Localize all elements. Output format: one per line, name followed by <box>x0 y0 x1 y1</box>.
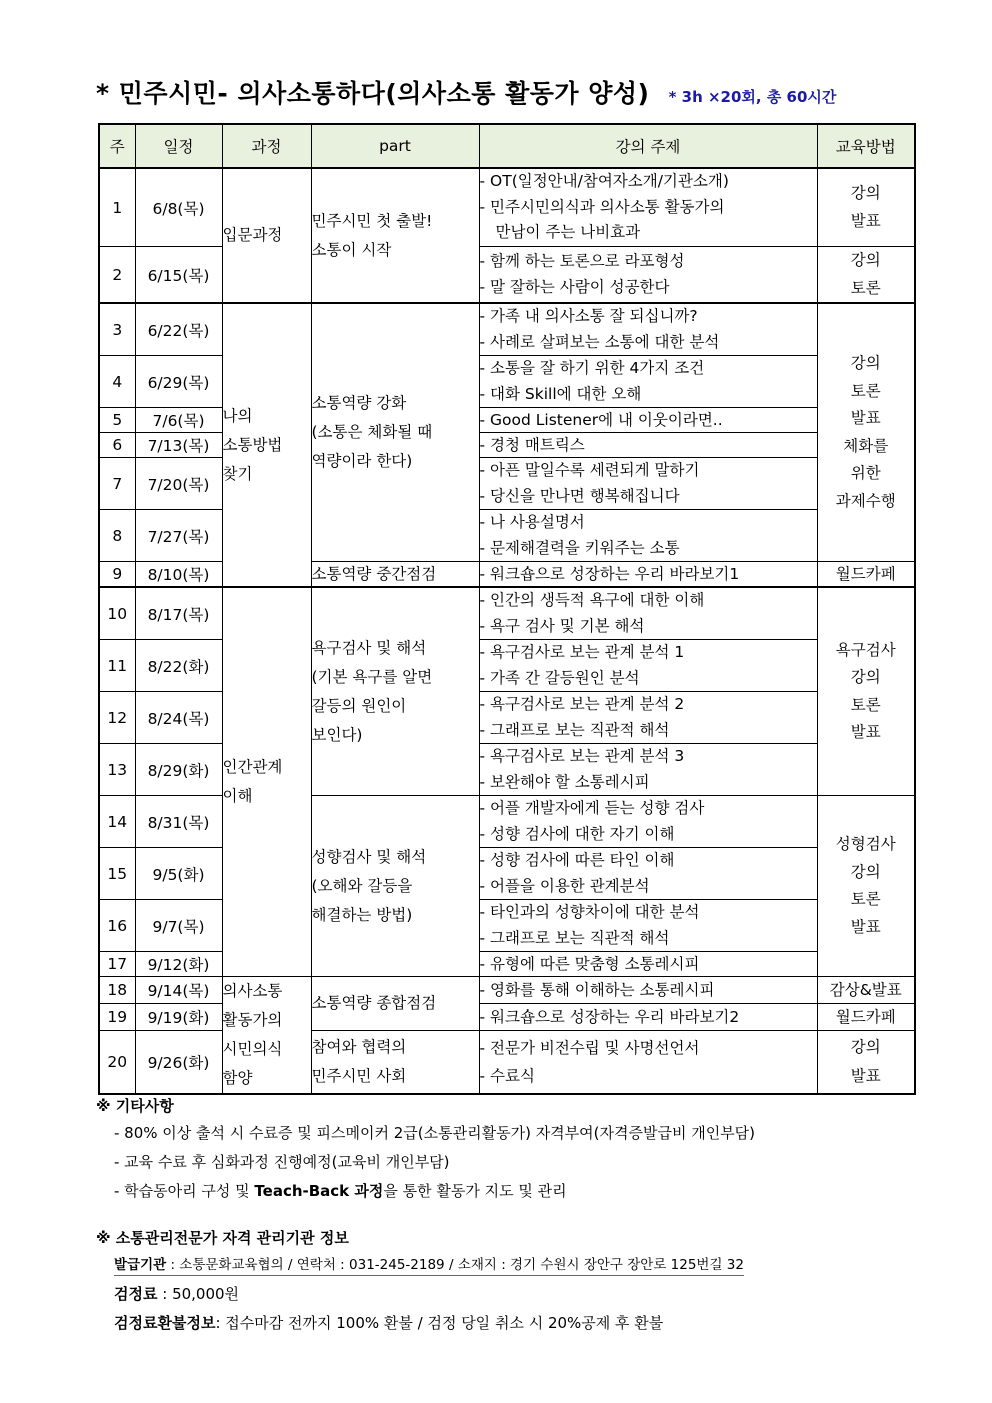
date-cell: 9/19(화) <box>135 1003 222 1030</box>
week-cell: 14 <box>99 796 135 848</box>
topic-cell: - 유형에 따른 맞춤형 소통레시피 <box>479 952 817 977</box>
topic-cell: - 욕구검사로 보는 관계 분석 1 - 가족 간 갈등원인 분석 <box>479 640 817 692</box>
week-cell: 9 <box>99 562 135 588</box>
table-row <box>99 977 915 1004</box>
method-cell: 성형검사 강의 토론 발표 <box>817 796 915 977</box>
table-row <box>99 168 915 247</box>
header-course: 과정 <box>222 124 311 168</box>
topic-cell: - 워크숍으로 성장하는 우리 바라보기1 <box>479 562 817 588</box>
date-cell: 8/10(목) <box>135 562 222 588</box>
topic-cell: - 성향 검사에 따른 타인 이해 - 어플을 이용한 관계분석 <box>479 848 817 900</box>
topic-cell: - 가족 내 의사소통 잘 되십니까? - 사례로 살펴보는 소통에 대한 분석 <box>479 303 817 356</box>
topic-cell: - 경청 매트릭스 <box>479 433 817 458</box>
table-row <box>99 303 915 356</box>
page-title: * 민주시민- 의사소통하다(의사소통 활동가 양성) <box>96 79 650 108</box>
method-cell: 강의 발표 <box>817 1030 915 1094</box>
week-cell: 3 <box>99 303 135 356</box>
table-row <box>99 1030 915 1094</box>
date-cell: 7/13(목) <box>135 433 222 458</box>
part-cell: 소통역량 중간점검 <box>311 562 479 588</box>
etc-note-item: - 80% 이상 출석 시 수료증 및 피스메이커 2급(소통관리활동가) 자격부여(자격증발급비 개인부담) <box>114 1124 756 1142</box>
header-week: 주 <box>99 124 135 168</box>
part-cell: 민주시민 첫 출발! 소통이 시작 <box>311 168 479 303</box>
topic-cell: - 전문가 비전수립 및 사명선언서 - 수료식 <box>479 1030 817 1094</box>
table-row <box>99 433 915 458</box>
etc-note-item: - 교육 수료 후 심화과정 진행예정(교육비 개인부담) <box>114 1153 450 1171</box>
week-cell: 20 <box>99 1030 135 1094</box>
org-heading: ※ 소통관리전문가 자격 관리기관 정보 <box>96 1229 349 1247</box>
course-cell: 인간관계 이해 <box>222 587 311 977</box>
date-cell: 8/31(목) <box>135 796 222 848</box>
week-cell: 16 <box>99 900 135 952</box>
refund-line: 검정료환불정보: 접수마감 전까지 100% 환불 / 검정 당일 취소 시 20%공제 후 환불 <box>114 1314 664 1332</box>
topic-cell: - 영화를 통해 이해하는 소통레시피 <box>479 977 817 1004</box>
table-row <box>99 247 915 304</box>
topic-cell: - 인간의 생득적 욕구에 대한 이해 - 욕구 검사 및 기본 해석 <box>479 587 817 640</box>
topic-cell: - 워크숍으로 성장하는 우리 바라보기2 <box>479 1003 817 1030</box>
week-cell: 15 <box>99 848 135 900</box>
part-cell: 참여와 협력의 민주시민 사회 <box>311 1030 479 1094</box>
course-cell: 나의 소통방법 찾기 <box>222 303 311 587</box>
method-cell: 감상&발표 <box>817 977 915 1004</box>
method-cell: 월드카페 <box>817 562 915 588</box>
table-row <box>99 692 915 744</box>
page-subtitle: * 3h ×20회, 총 60시간 <box>668 88 837 106</box>
course-cell: 의사소통 활동가의 시민의식 함양 <box>222 977 311 1095</box>
part-cell: 성향검사 및 해석 (오해와 갈등을 해결하는 방법) <box>311 796 479 977</box>
week-cell: 11 <box>99 640 135 692</box>
topic-cell: - 함께 하는 토론으로 라포형성 - 말 잘하는 사람이 성공한다 <box>479 247 817 304</box>
date-cell: 8/17(목) <box>135 587 222 640</box>
date-cell: 7/6(목) <box>135 408 222 433</box>
table-row <box>99 562 915 588</box>
table-row <box>99 900 915 952</box>
week-cell: 8 <box>99 510 135 562</box>
method-cell: 강의 토론 발표 체화를 위한 과제수행 <box>817 303 915 562</box>
table-header-row <box>99 124 915 168</box>
date-cell: 6/22(목) <box>135 303 222 356</box>
fee-line: 검정료 : 50,000원 <box>114 1285 240 1303</box>
table-row <box>99 796 915 848</box>
header-topic: 강의 주제 <box>479 124 817 168</box>
date-cell: 7/27(목) <box>135 510 222 562</box>
issuer-line: 발급기관 : 소통문화교육협의 / 연락처 : 031-245-2189 / 소재지 : 경기 수원시 장안구 장안로 125번길 32 <box>96 1251 916 1280</box>
table-row <box>99 952 915 977</box>
method-cell: 강의 발표 <box>817 168 915 247</box>
etc-heading: ※ 기타사항 <box>96 1097 174 1115</box>
date-cell: 9/12(화) <box>135 952 222 977</box>
header-part: part <box>311 124 479 168</box>
topic-cell: - OT(일정안내/참여자소개/기관소개) - 민주시민의식과 의사소통 활동가의 만남이 주는 나비효과 <box>479 168 817 247</box>
week-cell: 2 <box>99 247 135 304</box>
table-row <box>99 356 915 408</box>
week-cell: 5 <box>99 408 135 433</box>
week-cell: 7 <box>99 458 135 510</box>
part-cell: 욕구검사 및 해석 (기본 욕구를 알면 갈등의 원인이 보인다) <box>311 587 479 796</box>
schedule-table <box>98 123 916 1095</box>
table-row <box>99 1003 915 1030</box>
topic-cell: - 욕구검사로 보는 관계 분석 2 - 그래프로 보는 직관적 해석 <box>479 692 817 744</box>
week-cell: 17 <box>99 952 135 977</box>
week-cell: 4 <box>99 356 135 408</box>
topic-cell: - Good Listener에 내 이웃이라면.. <box>479 408 817 433</box>
header-method: 교육방법 <box>817 124 915 168</box>
header-date: 일정 <box>135 124 222 168</box>
etc-notes <box>96 1093 916 1206</box>
method-cell: 월드카페 <box>817 1003 915 1030</box>
week-cell: 19 <box>99 1003 135 1030</box>
date-cell: 9/5(화) <box>135 848 222 900</box>
date-cell: 6/29(목) <box>135 356 222 408</box>
part-cell: 소통역량 종합점검 <box>311 977 479 1031</box>
week-cell: 18 <box>99 977 135 1004</box>
method-cell: 욕구검사 강의 토론 발표 <box>817 587 915 796</box>
date-cell: 9/7(목) <box>135 900 222 952</box>
date-cell: 9/14(목) <box>135 977 222 1004</box>
table-row <box>99 744 915 796</box>
table-row <box>99 510 915 562</box>
topic-cell: - 욕구검사로 보는 관계 분석 3 - 보완해야 할 소통레시피 <box>479 744 817 796</box>
date-cell: 8/22(화) <box>135 640 222 692</box>
table-row <box>99 408 915 433</box>
topic-cell: - 아픈 말일수록 세련되게 말하기 - 당신을 만나면 행복해집니다 <box>479 458 817 510</box>
table-row <box>99 848 915 900</box>
part-cell: 소통역량 강화 (소통은 체화될 때 역량이라 한다) <box>311 303 479 562</box>
table-row <box>99 587 915 640</box>
topic-cell: - 타인과의 성향차이에 대한 분석 - 그래프로 보는 직관적 해석 <box>479 900 817 952</box>
course-cell: 입문과정 <box>222 168 311 303</box>
table-row <box>99 640 915 692</box>
date-cell: 9/26(화) <box>135 1030 222 1094</box>
week-cell: 10 <box>99 587 135 640</box>
date-cell: 8/24(목) <box>135 692 222 744</box>
table-row <box>99 458 915 510</box>
week-cell: 12 <box>99 692 135 744</box>
page-title-block <box>96 74 836 110</box>
topic-cell: - 어플 개발자에게 듣는 성향 검사 - 성향 검사에 대한 자기 이해 <box>479 796 817 848</box>
etc-note-item: - 학습동아리 구성 및 Teach-Back 과정을 통한 활동가 지도 및 관리 <box>114 1182 567 1200</box>
topic-cell: - 나 사용설명서 - 문제해결력을 키워주는 소통 <box>479 510 817 562</box>
week-cell: 1 <box>99 168 135 247</box>
week-cell: 13 <box>99 744 135 796</box>
date-cell: 6/8(목) <box>135 168 222 247</box>
method-cell: 강의 토론 <box>817 247 915 304</box>
date-cell: 7/20(목) <box>135 458 222 510</box>
date-cell: 6/15(목) <box>135 247 222 304</box>
date-cell: 8/29(화) <box>135 744 222 796</box>
topic-cell: - 소통을 잘 하기 위한 4가지 조건 - 대화 Skill에 대한 오해 <box>479 356 817 408</box>
week-cell: 6 <box>99 433 135 458</box>
org-info <box>96 1225 916 1338</box>
